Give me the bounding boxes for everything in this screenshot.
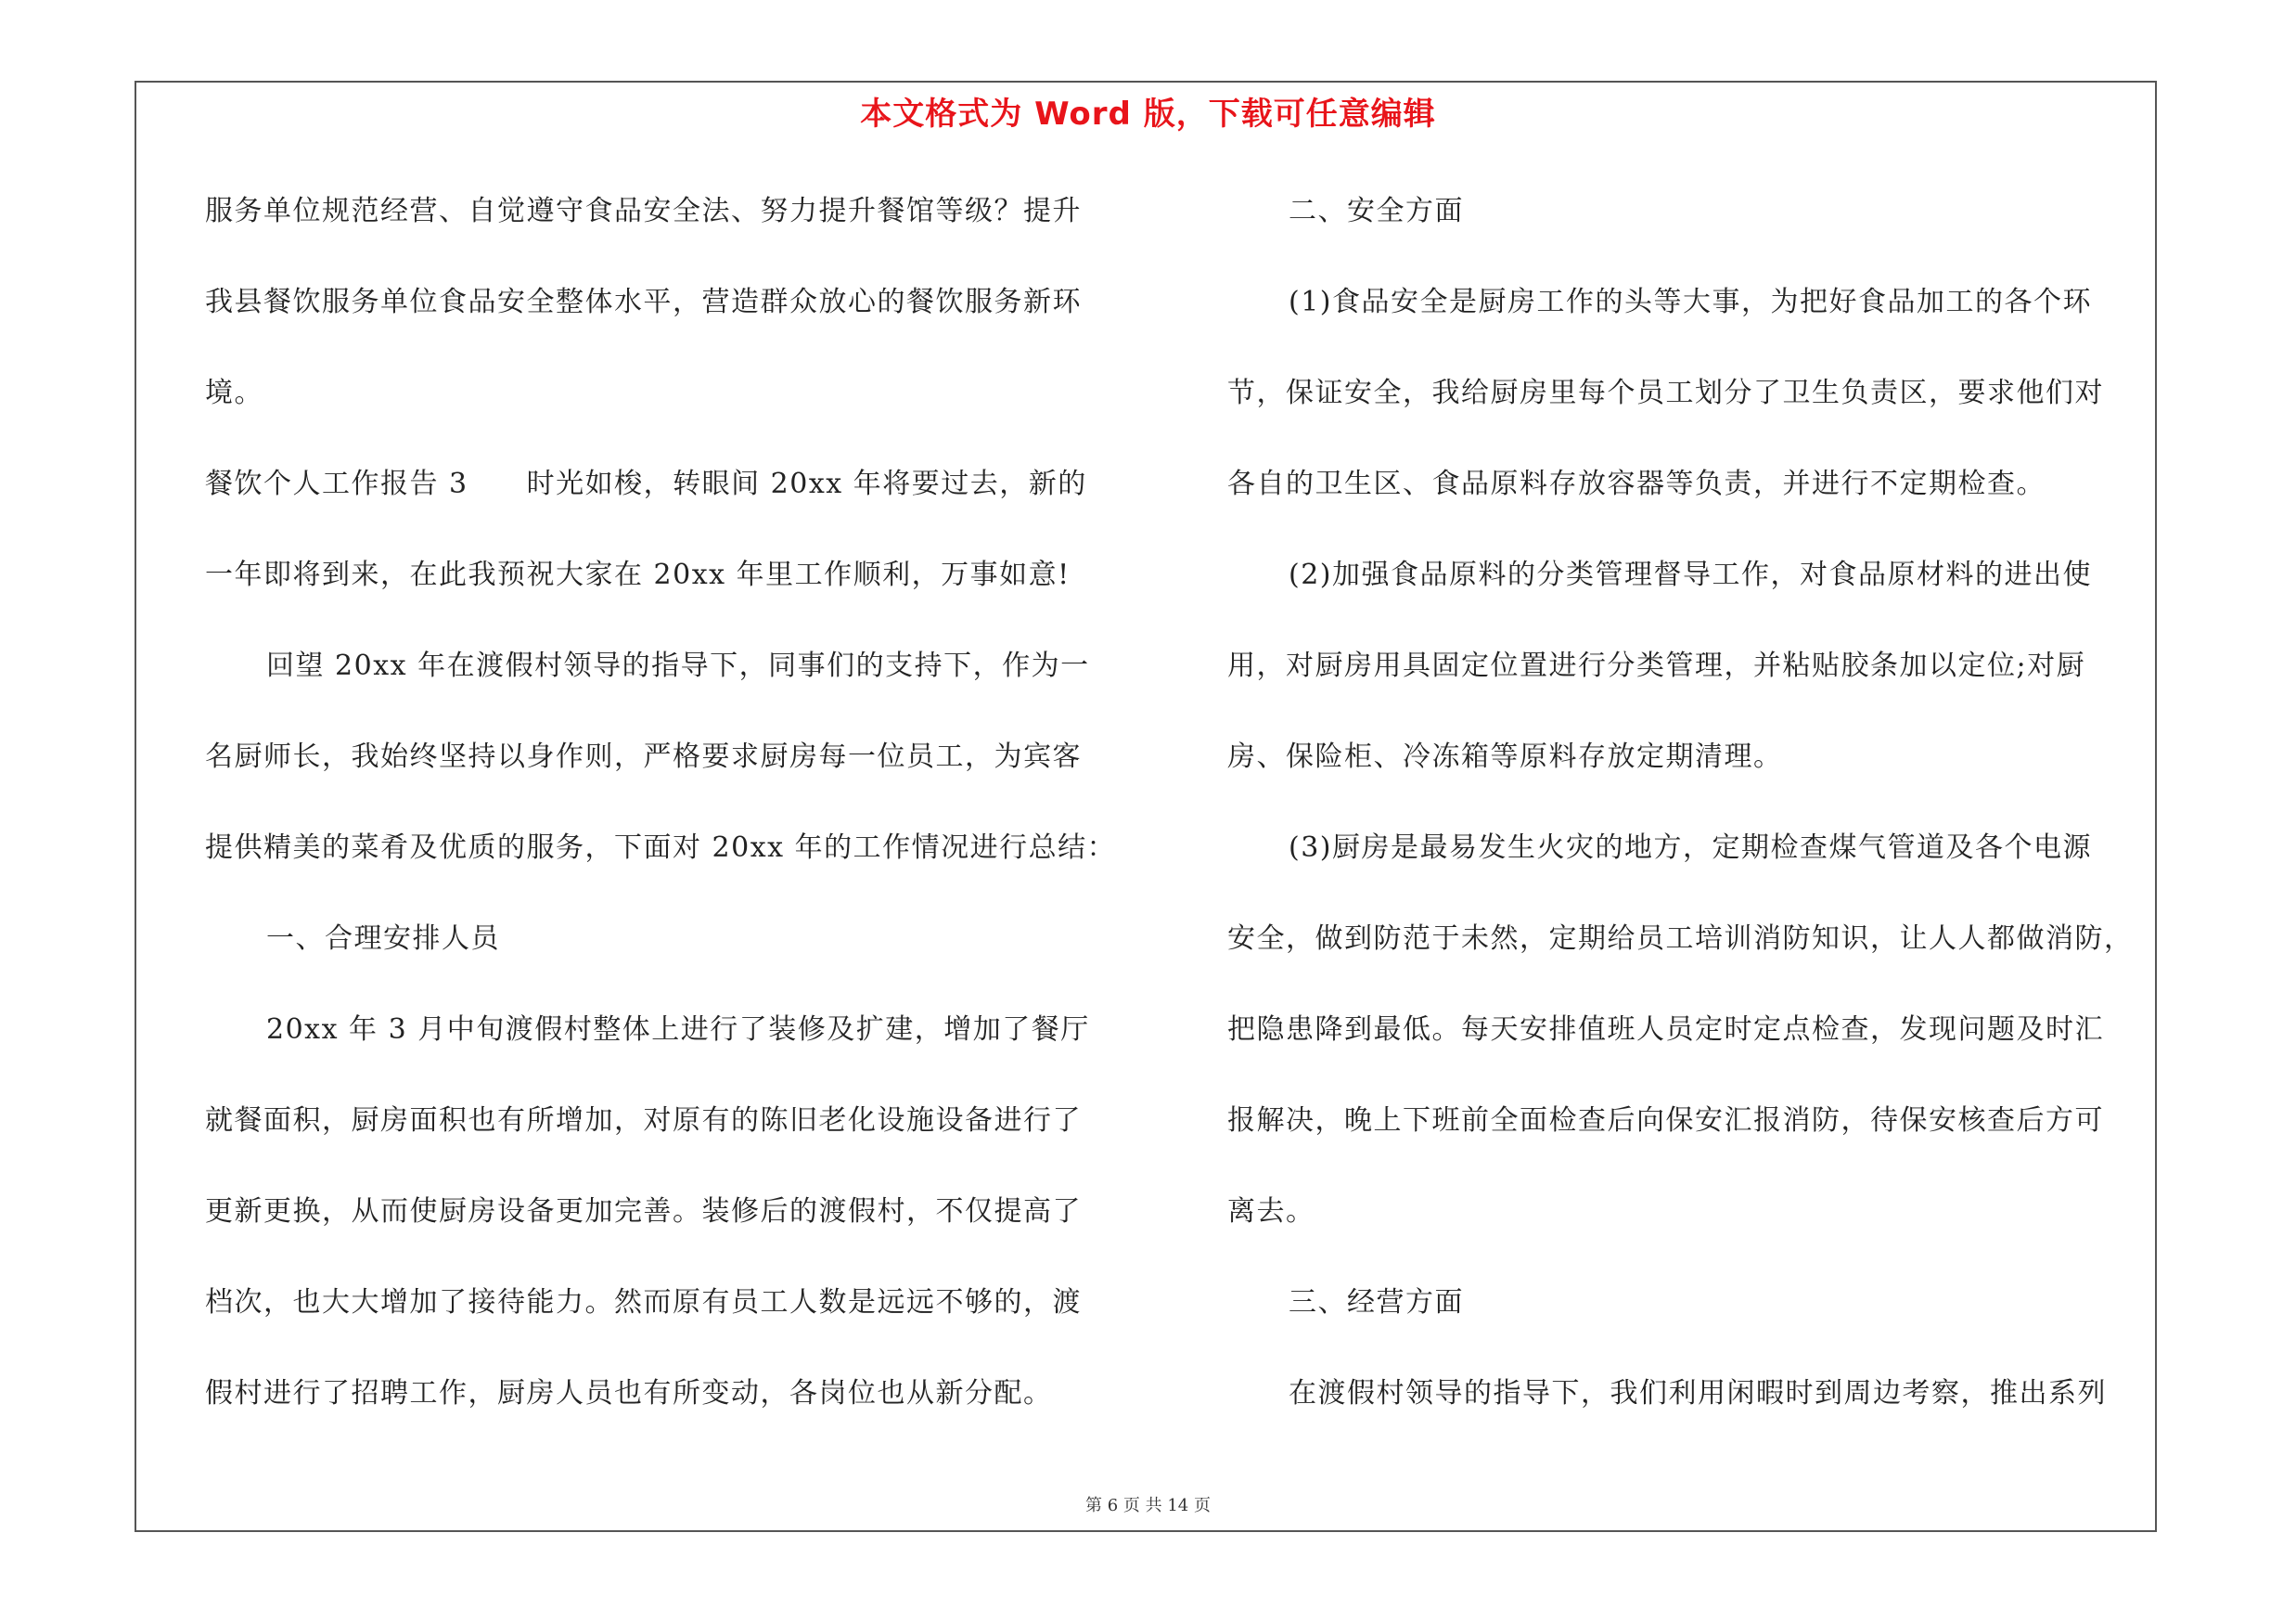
paragraph-line: 一年即将到来，在此我预祝大家在 20xx 年里工作顺利，万事如意! [205, 559, 1071, 591]
paragraph-line: 就餐面积，厨房面积也有所增加，对原有的陈旧老化设施设备进行了 [205, 1104, 1082, 1137]
paragraph-line: 境。 [205, 377, 263, 409]
paragraph-line: 在渡假村领导的指导下，我们利用闲暇时到周边考察，推出系列 [1289, 1377, 2107, 1410]
paragraph-line: 20xx 年 3 月中旬渡假村整体上进行了装修及扩建，增加了餐厅 [266, 1013, 1090, 1046]
paragraph-line: 更新更换，从而使厨房设备更加完善。装修后的渡假村，不仅提高了 [205, 1195, 1082, 1228]
paragraph-line: 档次，也大大增加了接待能力。然而原有员工人数是远远不够的，渡 [205, 1286, 1082, 1319]
paragraph-line: 服务单位规范经营、自觉遵守食品安全法、努力提升餐馆等级？提升 [205, 195, 1082, 227]
paragraph-line: (2)加强食品原料的分类管理督导工作，对食品原材料的进出使 [1289, 559, 2092, 591]
paragraph-line: 餐饮个人工作报告 3 时光如梭，转眼间 20xx 年将要过去，新的 [205, 468, 1087, 500]
paragraph-line: (1)食品安全是厨房工作的头等大事，为把好食品加工的各个环 [1289, 286, 2092, 318]
paragraph-line: (3)厨房是最易发生火灾的地方，定期检查煤气管道及各个电源 [1289, 831, 2092, 864]
section-heading: 三、经营方面 [1289, 1286, 1464, 1319]
paragraph-line: 节，保证安全，我给厨房里每个员工划分了卫生负责区，要求他们对 [1227, 377, 2104, 409]
paragraph-line: 名厨师长，我始终坚持以身作则，严格要求厨房每一位员工，为宾客 [205, 741, 1082, 773]
paragraph-line: 离去。 [1227, 1195, 1315, 1228]
paragraph-line: 报解决，晚上下班前全面检查后向保安汇报消防，待保安核查后方可 [1227, 1104, 2104, 1137]
word-format-banner: 本文格式为 Word 版，下载可任意编辑 [860, 96, 1436, 133]
paragraph-line: 用，对厨房用具固定位置进行分类管理，并粘贴胶条加以定位;对厨 [1227, 650, 2086, 682]
section-heading: 二、安全方面 [1289, 195, 1464, 227]
paragraph-line: 各自的卫生区、食品原料存放容器等负责，并进行不定期检查。 [1227, 468, 2046, 500]
paragraph-line: 房、保险柜、冷冻箱等原料存放定期清理。 [1227, 741, 1783, 773]
paragraph-line: 提供精美的菜肴及优质的服务，下面对 20xx 年的工作情况进行总结： [205, 831, 1117, 864]
paragraph-line: 假村进行了招聘工作，厨房人员也有所变动，各岗位也从新分配。 [205, 1377, 1053, 1410]
paragraph-line: 我县餐饮服务单位食品安全整体水平，营造群众放心的餐饮服务新环 [205, 286, 1082, 318]
page-number-footer: 第 6 页 共 14 页 [1085, 1496, 1211, 1515]
paragraph-line: 安全，做到防范于未然，定期给员工培训消防知识，让人人都做消防， [1227, 922, 2134, 955]
paragraph-line: 把隐患降到最低。每天安排值班人员定时定点检查，发现问题及时汇 [1227, 1013, 2104, 1046]
section-heading: 一、合理安排人员 [266, 922, 500, 955]
paragraph-line: 回望 20xx 年在渡假村领导的指导下，同事们的支持下，作为一 [266, 650, 1090, 682]
